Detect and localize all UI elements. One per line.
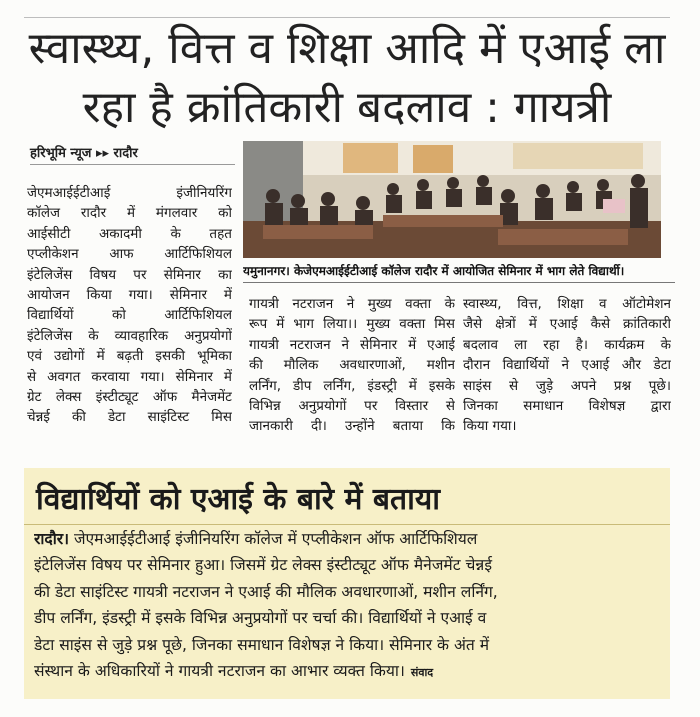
column-line: चेन्नई की डेटा साइंटिस्ट मिस [27,409,232,426]
headline-line-1: स्वास्थ्य, वित्त व शिक्षा आदि में एआई ला [28,23,666,74]
caption-rule [243,282,675,283]
column-line: स्वास्थ्य, वित्त, शिक्षा व ऑटोमेशन [463,296,671,312]
column-line: की मौलिक अवधारणाओं, मशीन [249,357,455,374]
column-line: से अवगत करवाया गया। सेमिनार में [27,368,232,385]
box-rule [24,524,670,525]
column-line: एप्लीकेशन आफ आर्टिफिशियल [27,246,232,263]
box-line: डीप लर्निंग, इंडस्ट्री में इसके विभिन्न अनुप्रयोगों पर चर्चा की। विद्यार्थियों ने एआई व [34,609,487,628]
column-line: गायत्री नटराजन ने मुख्य वक्ता के [249,296,455,312]
article-column-1 [27,183,232,428]
article-column-3 [463,294,671,437]
box-line-text: संस्थान के अधिकारियों ने गायत्री नटराजन का आभार व्यक्त किया। [34,662,405,681]
article-column-2 [249,294,455,437]
box-line: की डेटा साइंटिस्ट गायत्री नटराजन ने एआई की मौलिक अवधारणाओं, मशीन लर्निंग, [34,582,498,601]
column-line: किया गया। [463,418,517,435]
column-line: लर्निंग, डीप लर्निंग, इंडस्ट्री में इसके [249,377,455,394]
column-line: गायत्री नटराजन ने सेमिनार में एआई [249,336,455,353]
box-dateline: रादौर। [34,530,70,548]
box-line-text: जेएमआईईटीआई इंजीनियरिंग कॉलेज में एप्लीकेशन ऑफ आर्टिफिशियल [69,530,478,548]
column-line: रूप में भाग लिया।। मुख्य वक्ता मिस [249,316,455,333]
column-line: साइंस से जुड़े अपने प्रश्न पूछे। [463,377,671,394]
classroom-image [243,141,661,258]
column-line: जानकारी दी। उन्होंने बताया कि [249,418,455,435]
column-line: जिनका समाधान विशेषज्ञ द्वारा [463,398,671,415]
column-line: दौरान विद्यार्थियों ने एआई और डेटा [463,357,671,374]
column-line: जैसे क्षेत्रों में एआई कैसे क्रांतिकारी [463,316,671,333]
box-line [34,526,654,552]
box-line: डेटा साइंस से जुड़े प्रश्न पूछे, जिनका समाधान विशेषज्ञ ने किया। सेमिनार के अंत में [34,635,490,654]
top-rule [24,17,670,18]
column-line: इंटेलिजेंस के व्यावहारिक अनुप्रयोगों [27,327,232,344]
column-line: आईसीटी अकादमी के तहत [27,225,232,242]
box-signoff: संवाद [410,666,434,680]
byline: हरिभूमि न्यूज ▸▸ रादौर [30,143,235,165]
box-headline: विद्यार्थियों को एआई के बारे में बताया [36,482,441,517]
headline-line-2: रहा है क्रांतिकारी बदलाव : गायत्री [82,82,612,133]
box-body [34,526,654,686]
column-line: विभिन्न अनुप्रयोगों पर विस्तार से [249,398,455,415]
sidebar-news-box [24,468,670,699]
column-line: विद्यार्थियों को आर्टिफिशियल [27,307,232,324]
column-line: जेएमआईईटीआई इंजीनियरिंग [27,185,232,201]
box-line [34,658,654,686]
column-line: ग्रेट लेक्स इंस्टीट्यूट ऑफ मैनेजमेंट [27,389,232,406]
column-line: इंटेलिजेंस विषय पर सेमिनार का [27,266,232,283]
column-line: कॉलेज रादौर में मंगलवार को [27,205,232,222]
column-line: आयोजन किया गया। सेमिनार में [27,287,232,304]
seminar-photo [243,141,661,258]
column-line: बदलाव ला रहा है। कार्यक्रम के [463,336,671,353]
column-line: एवं उद्योगों में बढ़ती इसकी भूमिका [27,348,232,365]
photo-caption: यमुनानगर। केजेएमआईईटीआई कॉलेज रादौर में आयोजित सेमिनार में भाग लेते विद्यार्थी। [243,264,625,278]
box-line: इंटेलिजेंस विषय पर सेमिनार हुआ। जिसमें ग्रेट लेक्स इंस्टीट्यूट ऑफ मैनेजमेंट चेन्नई [34,556,492,575]
